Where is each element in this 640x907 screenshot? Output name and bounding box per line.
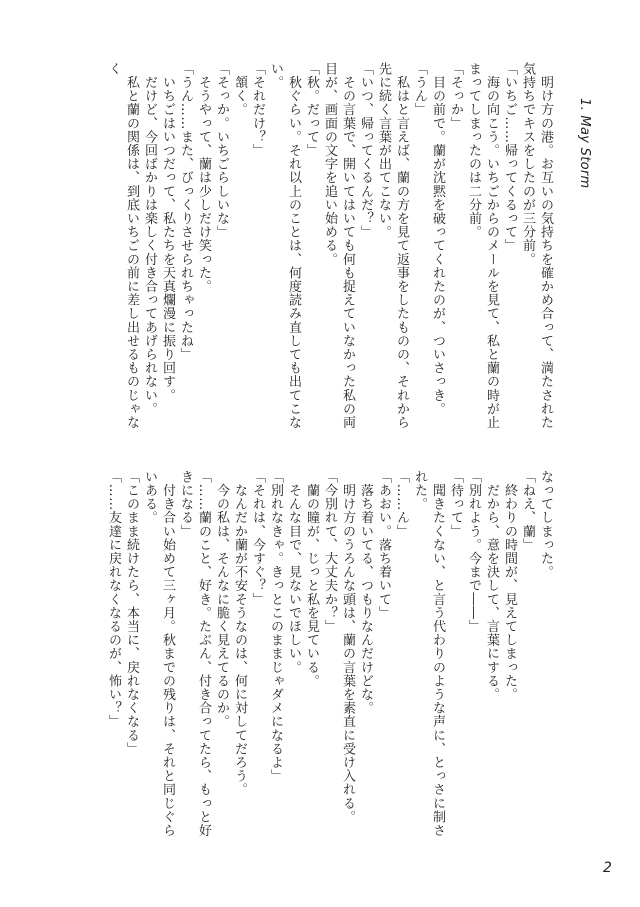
text-line: なんだか蘭が不安そうなのは、何に対してだろう。 (232, 470, 247, 797)
text-line: その言葉で、開いてはいても何も捉えていなかった私の両目が、画面の文字を追い始める。 (322, 62, 355, 430)
text-line: 「このまま続けたら、本当に、戻れなくなる」 (124, 470, 139, 756)
text-line: 「そっか」 (448, 62, 463, 130)
text-line: 海の向こう。いちごからのメールを見て、私と蘭の時が止まってしまったのは二分前。 (466, 62, 499, 430)
page-number: 2 (603, 860, 612, 876)
text-line: 「うん」 (412, 62, 427, 117)
text-line: 終わりの時間が、見えてしまった。 (502, 470, 517, 702)
text-line: 「それは、今すぐ？」 (250, 470, 265, 606)
text-line: 「秋。だって」 (304, 62, 319, 158)
text-line: 「いつ、帰ってくるんだ？」 (358, 62, 373, 239)
text-line: 今の私は、そんなに脆く見えてるのか。 (214, 470, 229, 729)
chapter-title: 1. May Storm (577, 98, 592, 189)
upper-text-block (86, 62, 554, 440)
text-line: そうやって、蘭は少しだけ笑った。 (196, 62, 211, 294)
text-line: 「……蘭のこと、好き。たぶん、付き合ってたら、もっと好きになる」 (178, 470, 211, 838)
text-line: 秋ぐらい。それ以上のことは、何度読み直しても出てこない。 (268, 62, 301, 430)
text-line: 付き合い始めて三ヶ月。秋までの残りは、それと同じぐらいある。 (142, 470, 175, 838)
text-line: 明け方の港。お互いの気持ちを確かめ合って、満たされた気持ちでキスをしたのが三分前。 (520, 62, 553, 430)
text-line: だから、意を決して、言葉にする。 (484, 470, 499, 702)
text-line: 「いちご……帰ってくるって」 (502, 62, 517, 253)
text-line: 蘭の瞳が、じっと私を見ている。 (304, 470, 319, 688)
text-line: 「それだけ？」 (250, 62, 265, 158)
text-line: だけど、今回ばかりは楽しく付き合ってあげられない。 (142, 62, 157, 416)
text-line: 私はと言えば、蘭の方を見て返事をしたものの、それから先に続く言葉が出てこない。 (376, 62, 409, 430)
text-line: 「うん……また、びっくりさせられちゃったね」 (178, 62, 193, 362)
text-line: 頷く。 (232, 62, 247, 117)
text-line: なってしまった。 (538, 470, 553, 579)
text-line: 落ち着いてる、つもりなんだけどな。 (358, 470, 373, 715)
text-line: 私と蘭の関係は、到底いちごの前に差し出せるものじゃなく (106, 62, 139, 430)
text-line: そんな目で、見ないでほしい。 (286, 470, 301, 674)
text-line: 「……ん」 (394, 470, 409, 538)
text-line: 聞きたくない、と言う代わりのような声に、とっさに制された。 (412, 470, 445, 838)
lower-text-block (86, 470, 554, 848)
text-line: 「今別れて、大丈夫か？」 (322, 470, 337, 634)
text-line: 「待って」 (448, 470, 463, 538)
text-line: 明け方のうろんな頭は、蘭の言葉を素直に受け入れる。 (340, 470, 355, 824)
text-line: 「ねえ、蘭」 (520, 470, 535, 552)
text-line: 「別れなきゃ。きっとこのままじゃダメになるよ」 (268, 470, 283, 783)
text-line: 「そっか。いちごらしいな」 (214, 62, 229, 239)
text-line: 「……友達に戻れなくなるのが、怖い？」 (106, 470, 121, 729)
text-line: 「別れよう。今まで――」 (466, 470, 481, 634)
text-line: いちごはいつだって、私たちを天真爛漫に振り回す。 (160, 62, 175, 402)
text-line: 目の前で。蘭が沈黙を破ってくれたのが、ついさっき。 (430, 62, 445, 416)
text-line: 「あおい。落ち着いて」 (376, 470, 391, 620)
